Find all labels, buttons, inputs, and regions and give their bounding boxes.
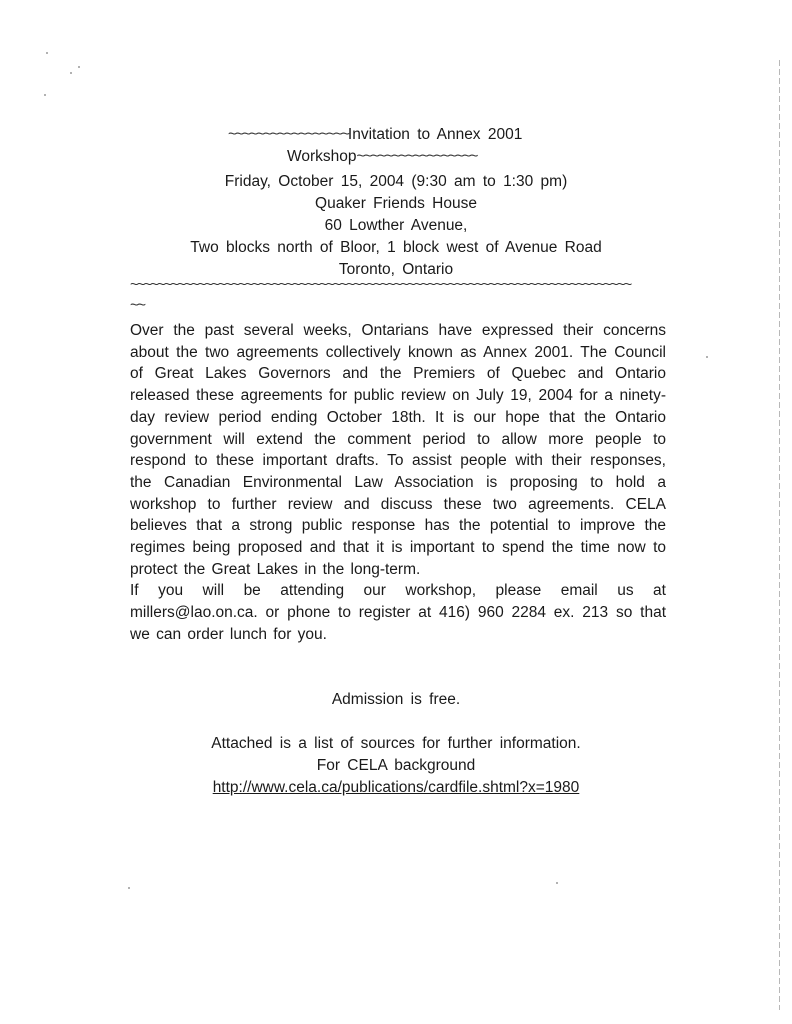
scan-speck <box>70 72 72 74</box>
event-venue: Quaker Friends House <box>315 195 477 212</box>
cela-url-line <box>0 779 792 797</box>
scan-speck <box>44 94 46 96</box>
tilde-divider-tail: ~~ <box>130 297 145 314</box>
scan-speck <box>556 882 558 884</box>
scan-speck <box>46 52 48 54</box>
sources-note: Attached is a list of sources for further information. <box>211 735 581 752</box>
event-street: 60 Lowther Avenue, <box>324 217 468 234</box>
scan-speck <box>128 887 130 889</box>
event-city: Toronto, Ontario <box>338 261 454 278</box>
event-date: Friday, October 15, 2004 (9:30 am to 1:30 pm) <box>224 173 568 190</box>
tilde-decoration: ~~~~~~~~~~~~~~~~~ <box>356 148 477 165</box>
invitation-title: Invitation to Annex 2001 <box>347 126 523 143</box>
title-line-1 <box>228 126 522 144</box>
tilde-decoration: ~~~~~~~~~~~~~~~~~ <box>228 126 348 143</box>
invitation-title-cont: Workshop <box>287 148 357 165</box>
event-directions: Two blocks north of Bloor, 1 block west of Avenue Road <box>190 239 602 256</box>
scan-speck <box>78 66 80 68</box>
cela-background-label: For CELA background <box>316 757 476 774</box>
title-line-2 <box>287 148 476 166</box>
body-paragraph-1: Over the past several weeks, Ontarians have expressed their concerns about the two agreements collectively known as Annex 2001. The Council of Great Lakes Governors and the Premiers of Quebec and Ontario released these agreements for public review on July 19, 2004 for a ninety-day review period ending October 18th. It is our hope that the Ontario government will extend the comment period to allow more people to respond to these important drafts. To assist people with their responses, the Canadian Environmental Law Association is proposing to hold a workshop to further review and discuss these two agreements. CELA believes that a strong public response has the potential to improve the regimes being proposed and that it is important to spend the time now to protect the Great Lakes in the long-term. <box>130 322 666 578</box>
body-paragraph-2: If you will be attending our workshop, please email us at millers@lao.on.ca. or phone to register at 416) 960 2284 ex. 213 so that we can order lunch for you. <box>130 582 666 643</box>
cela-url-link[interactable]: http://www.cela.ca/publications/cardfile.shtml?x=1980 <box>212 779 580 796</box>
tilde-divider: ~~~~~~~~~~~~~~~~~~~~~~~~~~~~~~~~~~~~~~~~~~~~~~~~~~~~~~~~~~~~~~~~~~~~~~~~~~ <box>130 276 631 293</box>
admission-note: Admission is free. <box>331 691 461 708</box>
scan-speck <box>706 356 708 358</box>
body-text <box>130 320 666 646</box>
